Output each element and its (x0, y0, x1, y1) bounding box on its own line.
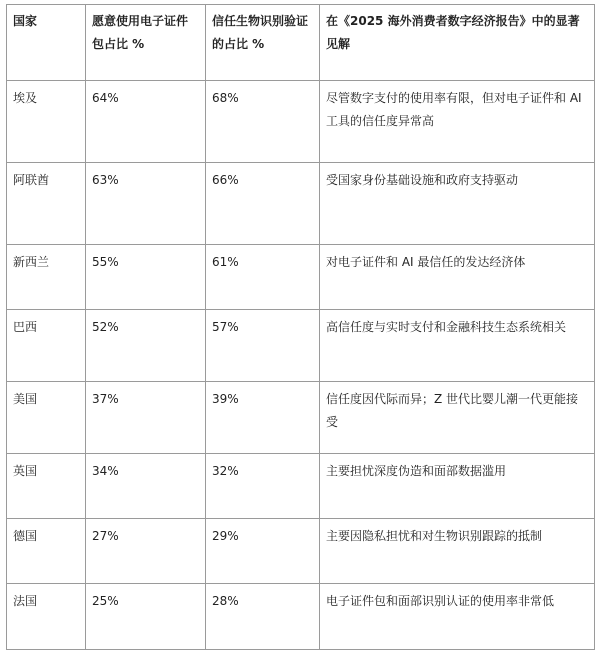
cell-insight: 电子证件包和面部识别认证的使用率非常低 (320, 584, 595, 650)
cell-biometric: 57% (206, 310, 320, 382)
survey-table (6, 4, 595, 650)
table-row (7, 245, 595, 310)
header-wallet-share: 愿意使用电子证件包占比 % (86, 5, 206, 81)
header-country: 国家 (7, 5, 86, 81)
header-biometric-share: 信任生物识别验证的占比 % (206, 5, 320, 81)
cell-country: 美国 (7, 382, 86, 454)
table-row (7, 454, 595, 519)
cell-country: 埃及 (7, 81, 86, 163)
cell-biometric: 66% (206, 163, 320, 245)
cell-biometric: 68% (206, 81, 320, 163)
cell-biometric: 29% (206, 519, 320, 584)
table-row (7, 584, 595, 650)
cell-country: 新西兰 (7, 245, 86, 310)
cell-insight: 主要因隐私担忧和对生物识别跟踪的抵制 (320, 519, 595, 584)
cell-wallet: 55% (86, 245, 206, 310)
cell-wallet: 37% (86, 382, 206, 454)
cell-insight: 主要担忧深度伪造和面部数据滥用 (320, 454, 595, 519)
cell-biometric: 32% (206, 454, 320, 519)
table-row (7, 310, 595, 382)
cell-wallet: 27% (86, 519, 206, 584)
cell-insight: 高信任度与实时支付和金融科技生态系统相关 (320, 310, 595, 382)
table-header-row (7, 5, 595, 81)
cell-biometric: 28% (206, 584, 320, 650)
cell-wallet: 52% (86, 310, 206, 382)
cell-country: 阿联酋 (7, 163, 86, 245)
cell-insight: 对电子证件和 AI 最信任的发达经济体 (320, 245, 595, 310)
cell-insight: 受国家身份基础设施和政府支持驱动 (320, 163, 595, 245)
cell-wallet: 25% (86, 584, 206, 650)
cell-country: 巴西 (7, 310, 86, 382)
table-row (7, 163, 595, 245)
cell-country: 德国 (7, 519, 86, 584)
cell-wallet: 63% (86, 163, 206, 245)
table-row (7, 519, 595, 584)
cell-insight: 信任度因代际而异；Z 世代比婴儿潮一代更能接受 (320, 382, 595, 454)
cell-biometric: 39% (206, 382, 320, 454)
header-insight: 在《2025 海外消费者数字经济报告》中的显著见解 (320, 5, 595, 81)
cell-insight: 尽管数字支付的使用率有限，但对电子证件和 AI 工具的信任度异常高 (320, 81, 595, 163)
cell-country: 法国 (7, 584, 86, 650)
cell-country: 英国 (7, 454, 86, 519)
table-row (7, 382, 595, 454)
cell-wallet: 64% (86, 81, 206, 163)
table-row (7, 81, 595, 163)
cell-biometric: 61% (206, 245, 320, 310)
cell-wallet: 34% (86, 454, 206, 519)
